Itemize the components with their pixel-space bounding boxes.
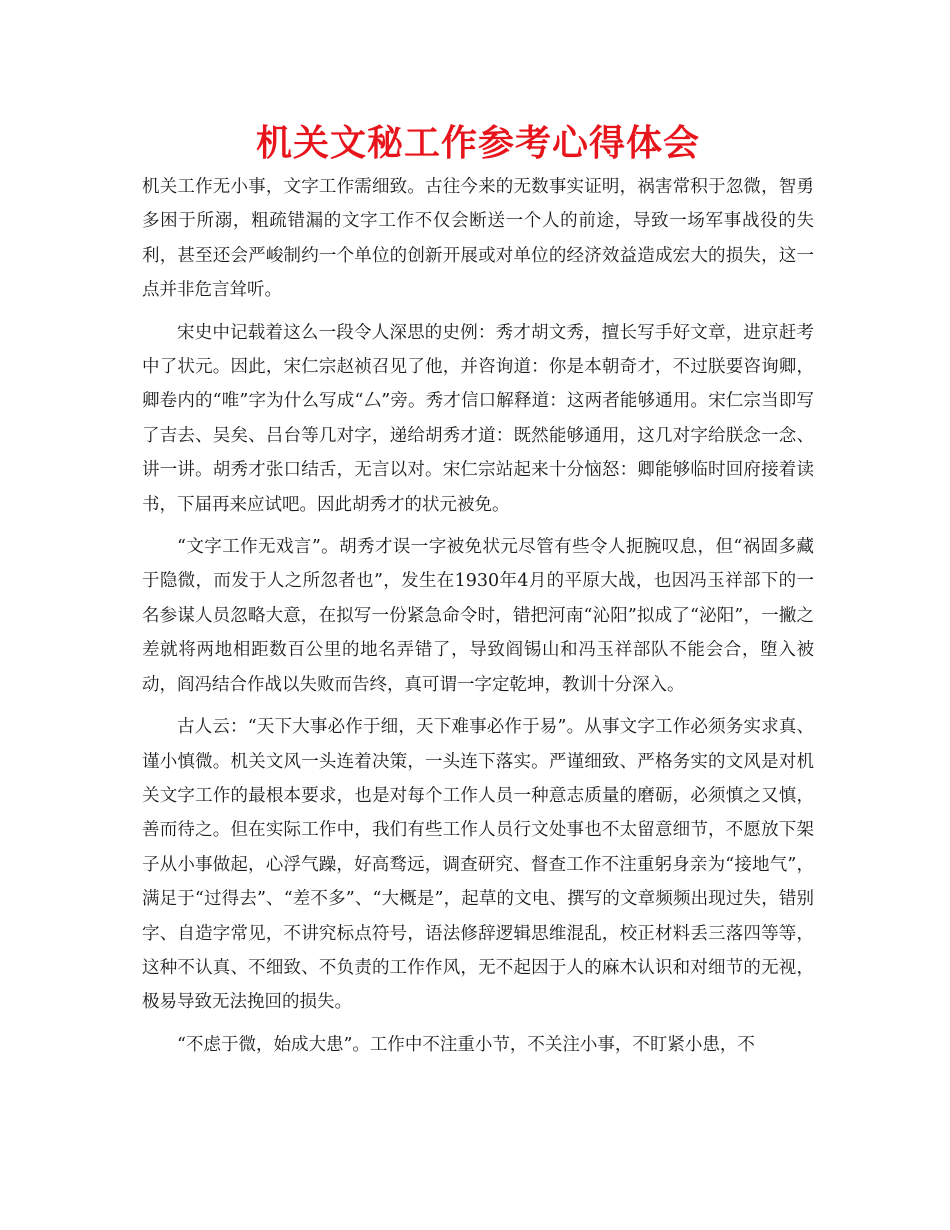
paragraph-no-jest: “文字工作无戏言”。胡秀才误一字被免状元尽管有些令人扼腕叹息，但“祸固多藏于隐微，而发于人之所忽者也”，发生在1930年4月的平原大战，也因冯玉祥部下的一名参谋人员忽略大意，在拟写一份紧急命令时，错把河南“沁阳”拟成了“泌阳”，一撇之差就将两地相距数百公里的地名弄错了，导致阎锡山和冯玉祥部队不能会合，堕入被动，阎冯结合作战以失败而告终，真可谓一字定乾坤，教训十分深入。 <box>142 537 814 695</box>
document-page <box>142 118 814 1062</box>
paragraph-ancient-saying: 古人云：“天下大事必作于细，天下难事必作于易”。从事文字工作必须务实求真、谨小慎微。机关文风一头连着决策，一头连下落实。严谨细致、严格务实的文风是对机关文字工作的最根本要求，也是对每个工作人员一种意志质量的磨砺，必须慎之又慎，善而待之。但在实际工作中，我们有些工作人员行文处事也不太留意细节，不愿放下架子从小事做起，心浮气躁，好高骛远，调查研究、督查工作不注重躬身亲为“接地气”，满足于“过得去”、“差不多”、“大概是”，起草的文电、撰写的文章频频出现过失，错别字、自造字常见，不讲究标点符号，语法修辞逻辑思维混乱，校正材料丢三落四等等，这种不认真、不细致、不负责的工作作风，无不起因于人的麻木认识和对细节的无视，极易导致无法挽回的损失。 <box>142 717 814 1013</box>
paragraph-small-details: “不虑于微，始成大患”。工作中不注重小节，不关注小事，不盯紧小患，不 <box>177 1034 755 1055</box>
paragraph-song-history: 宋史中记载着这么一段令人深思的史例：秀才胡文秀，擅长写手好文章，进京赶考中了状元。因此，宋仁宗赵祯召见了他，并咨询道：你是本朝奇才，不过朕要咨询卿，卿卷内的“唯”字为什么写成“厶”旁。秀才信口解释道：这两者能够通用。宋仁宗当即写了吉去、吴矣、吕台等几对字，递给胡秀才道：既然能够通用，这几对字给朕念一念、讲一讲。胡秀才张口结舌，无言以对。宋仁宗站起来十分恼怒：卿能够临时回府接着读书，下届再来应试吧。因此胡秀才的状元被免。 <box>142 322 814 515</box>
paragraph-intro: 机关工作无小事，文字工作需细致。古往今来的无数事实证明，祸害常积于忽微，智勇多困于所溺，粗疏错漏的文字工作不仅会断送一个人的前途，导致一场军事战役的失利，甚至还会严峻制约一个单位的创新开展或对单位的经济效益造成宏大的损失，这一点并非危言耸听。 <box>142 177 814 301</box>
document-title: 机关文秘工作参考心得体会 <box>255 123 700 164</box>
